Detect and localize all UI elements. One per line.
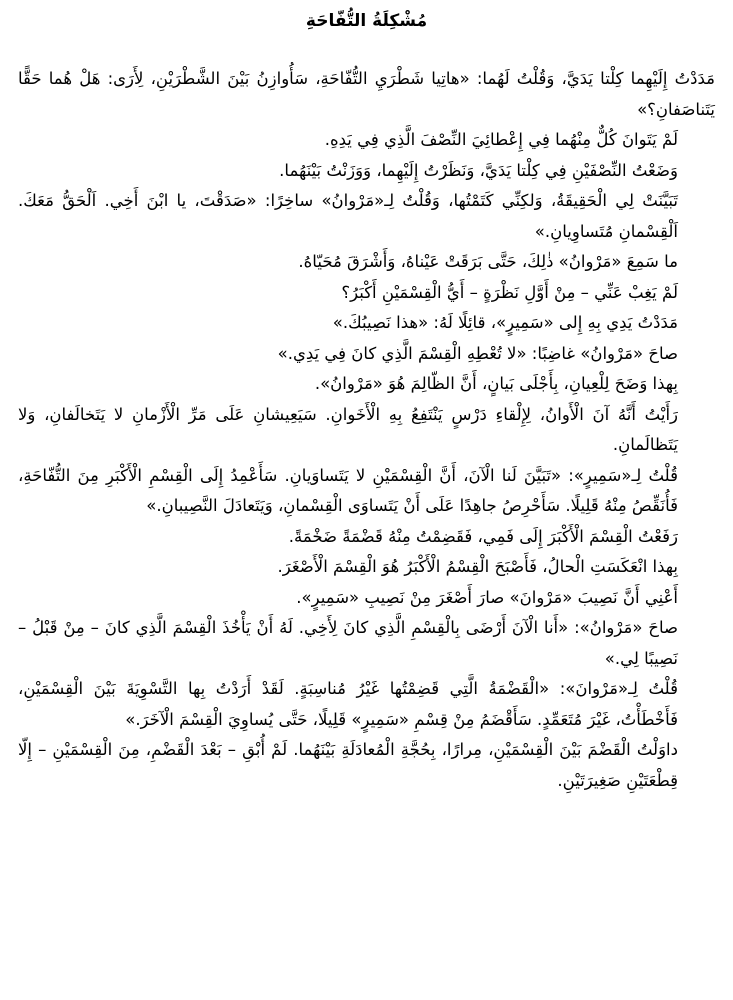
paragraph: صاحَ «مَرْوانُ»: «أَنا الْآنَ أَرْضَى بِالْقِسْمِ الَّذِي كانَ لِأَخِي. لَهُ أَنْ يَأْخُذَ الْقِسْمَ الَّذِي كانَ – مِنْ قَبْلُ – نَصِيبًا لِي.» — [18, 618, 678, 668]
paragraph: مَدَدْتُ يَدِي بِهِ إِلى «سَمِيرٍ»، قائِلًا لَهُ: «هذا نَصِيبُكَ.» — [332, 313, 678, 332]
paragraph: بِهذا انْعَكَسَتِ الْحالُ، فَأَصْبَحَ الْقِسْمُ الْأَكْبَرُ هُوَ الْقِسْمَ الْأَصْغَرَ. — [277, 557, 678, 576]
paragraph: تَبَيَّنَتْ لِي الْحَقِيقَةُ، وَلكِنِّي كَتَمْتُها، وَقُلْتُ لِـ«مَرْوانُ» ساخِرًا: «صَدَقْتَ، يا ابْنَ أَخِي. اَلْحَقُّ مَعَكَ. اَلْقِسْمانِ مُتَساوِيانِ.» — [18, 191, 678, 241]
paragraph: رَأَيْتُ أَنَّهُ آنَ الْأَوانُ، لِإِلْقاءِ دَرْسٍ يَنْتَفِعُ بِهِ الْأَخَوانِ. سَيَعِيشانِ عَلَى مَرِّ الْأَزْمانِ لا يَتَخالَفانِ، وَلا يَتَظالَمانِ. — [18, 404, 678, 454]
document-page — [18, 0, 715, 1000]
paragraph: صاحَ «مَرْوانُ» غاضِبًا: «لا تُعْطِهِ الْقِسْمَ الَّذِي كانَ فِي يَدِي.» — [277, 343, 678, 363]
paragraph: بِهذا وَضَحَ لِلْعِيانِ، بِأَجْلَى بَيانٍ، أَنَّ الظّالِمَ هُوَ «مَرْوانُ». — [314, 374, 678, 393]
paragraph: رَفَعْتُ الْقِسْمَ الْأَكْبَرَ إِلَى فَمِي، فَقَضِمْتُ مِنْهُ قَضْمَةً ضَخْمَةً. — [288, 526, 678, 546]
story-body — [18, 64, 715, 796]
paragraph: مَدَدْتُ إِلَيْهِما كِلْتا يَدَيَّ، وَقُلْتُ لَهُما: «هاتِيا شَطْرَيِ التُّفّاحَةِ، سَأُوازِنُ بَيْنَ الشَّطْرَيْنِ، لِأَرَى: هَلْ هُما حَقًّا يَتَناصَفانِ؟» — [18, 69, 715, 119]
page-title: مُشْكِلَةُ التُّفّاحَةِ — [305, 11, 428, 31]
paragraph: لَمْ يَغِبْ عَنِّي – مِنْ أَوَّلِ نَظْرَةٍ – أَيُّ الْقِسْمَيْنِ أَكْبَرُ؟ — [341, 282, 678, 302]
paragraph: داوَلْتُ الْقَضْمَ بَيْنَ الْقِسْمَيْنِ، مِرارًا، بِحُجَّةِ الْمُعادَلَةِ بَيْنَهُما. لَمْ أُبْقِ – بَعْدَ الْقَضْمِ، مِنَ الْقِسْمَيْنِ – إِلّا قِطْعَتَيْنِ صَغِيرَتَيْنِ. — [18, 740, 678, 790]
paragraph: لَمْ يَتَوانَ كُلٌّ مِنْهُما فِي إِعْطائِيَ النِّصْفَ الَّذِي فِي يَدِهِ. — [324, 130, 678, 149]
paragraph: قُلْتُ لِـ«مَرْوانَ»: «الْقَضْمَةُ الَّتِي قَضِمْتُها غَيْرُ مُناسِبَةٍ. لَقَدْ أَرَدْتُ بِها التَّسْوِيَةَ بَيْنَ الْقِسْمَيْنِ، فَأَخْطَأْتُ، غَيْرَ مُتَعَمِّدٍ. سَأَقْضَمُ مِنْ قِسْمِ «سَمِيرٍ» قَلِيلًا، حَتَّى يُساوِيَ الْقِسْمَ الْآخَرَ.» — [18, 679, 678, 729]
paragraph: ما سَمِعَ «مَرْوانُ» ذٰلِكَ، حَتَّى بَرَقَتْ عَيْناهُ، وَأَشْرَقَ مُحَيّاهُ. — [298, 252, 678, 271]
paragraph: قُلْتُ لِـ«سَمِيرٍ»: «تَبَيَّنَ لَنا الْآنَ، أَنَّ الْقِسْمَيْنِ لا يَتَساوَيانِ. سَأَعْمِدُ إِلَى الْقِسْمِ الْأَكْبَرِ مِنَ التُّفّاحَةِ، فَأُنَقِّصُ مِنْهُ قَلِيلًا. سَأَحْرِصُ جاهِدًا عَلَى أَنْ يَتَساوَى الْقِسْمانِ، وَيَتَعادَلَ النَّصِيبانِ.» — [18, 465, 678, 515]
paragraph: وَضَعْتُ النِّصْفَيْنِ فِي كِلْتا يَدَيَّ، وَنَظَرْتُ إِلَيْهِما، وَوَزَنْتُ بَيْنَهُما. — [279, 160, 678, 180]
paragraph: أَعْنِي أَنَّ نَصِيبَ «مَرْوانَ» صارَ أَصْغَرَ مِنْ نَصِيبِ «سَمِيرٍ». — [296, 587, 678, 607]
